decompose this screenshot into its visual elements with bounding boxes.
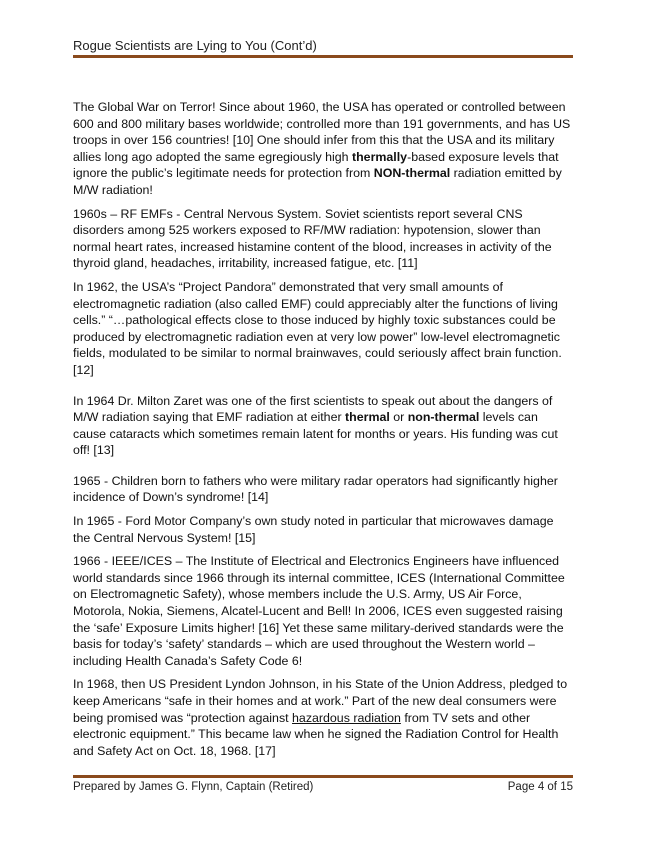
bold-text: non-thermal — [407, 410, 480, 425]
bold-text: NON-thermal — [373, 166, 451, 181]
footer-rule — [73, 775, 573, 778]
text-segment: -based exposure levels that ignore the public’s legitimate needs for protection from — [73, 149, 559, 181]
paragraph-zaret — [73, 393, 573, 459]
paragraph-ford-study: In 1965 - Ford Motor Company’s own study noted in particular that microwaves damage the Central Nervous System! [15] — [73, 514, 554, 545]
bold-text: thermal — [345, 410, 390, 425]
paragraph-ieee-ices: 1966 - IEEE/ICES – The Institute of Electrical and Electronics Engineers have influenced world standards since 1966 through its internal committee, ICES (International Committee on Electromagnetic Safety), whose members include the U.S. Army, US Air Force, Motorola, Nokia, Siemens, Alcatel-Lucent and Bell! In 2006, ICES even suggested raising the ‘safe’ Exposure Limits higher! [16] Yet these same military-derived standards were the basis for today’s ‘safety’ standards – which are used throughout the Western world – including Health Canada’s Safety Code 6! — [73, 554, 565, 668]
bold-text: thermally — [351, 149, 408, 164]
underlined-text: hazardous radiation — [292, 710, 401, 725]
text-segment: radiation emitted by M/W radiation! — [73, 166, 562, 197]
page-footer — [73, 781, 573, 793]
document-body — [73, 99, 573, 766]
text-segment: or — [389, 410, 408, 425]
paragraph-war-on-terror — [73, 99, 573, 199]
paragraph-lyndon-johnson — [73, 676, 573, 759]
paragraph-radar-operators: 1965 - Children born to fathers who were military radar operators had significantly higher incidence of Down’s syndrome! [14] — [73, 473, 558, 505]
footer-author: Prepared by James G. Flynn, Captain (Retired) — [73, 781, 314, 793]
text-segment: levels can cause cataracts which sometimes remain latent for months or years. His funding was cut off! [13] — [73, 410, 558, 458]
header-rule — [73, 55, 573, 58]
footer-page-number: Page 4 of 15 — [507, 781, 573, 793]
text-segment: The Global War on Terror! Since about 1960, the USA has operated or controlled between 600 and 800 military bases worldwide; controlled more than 191 governments, and has US troops in over 156 countries! [10] One should infer from this that the USA and its military allies long ago adopted the same egregiously high — [73, 100, 571, 164]
paragraph-project-pandora: In 1962, the USA’s “Project Pandora” demonstrated that very small amounts of electromagnetic radiation (also called EMF) could appreciably alter the functions of living cells.” “…pathological effects close to those induced by highly toxic substances could be produced by electromagnetic radiation even at very low power” low-level electromagnetic fields, modulated to be similar to normal brainwaves, could seriously affect brain function. [12] — [73, 279, 562, 377]
text-segment: In 1968, then US President Lyndon Johnson, in his State of the Union Address, pledged to keep Americans “safe in their homes and at work.” Part of the new deal consumers were being promised was “protection against — [73, 677, 568, 725]
paragraph-1960s-cns: 1960s – RF EMFs - Central Nervous System. Soviet scientists report several CNS disorders among 525 workers exposed to RF/MW radiation: hypotension, slower than normal heart rates, increased histamine content of the blood, increases in activity of the thyroid gland, headaches, irritability, increased fatigue, etc. [11] — [73, 206, 552, 271]
page-header-title: Rogue Scientists are Lying to You (Cont’d) — [73, 38, 317, 53]
text-segment: In 1964 Dr. Milton Zaret was one of the first scientists to speak out about the dangers of M/W radiation saying that EMF radiation at either — [73, 393, 553, 425]
text-segment: from TV sets and other electronic equipment.” This became law when he signed the Radiation Control for Health and Safety Act on Oct. 18, 1968. [17] — [73, 710, 559, 758]
